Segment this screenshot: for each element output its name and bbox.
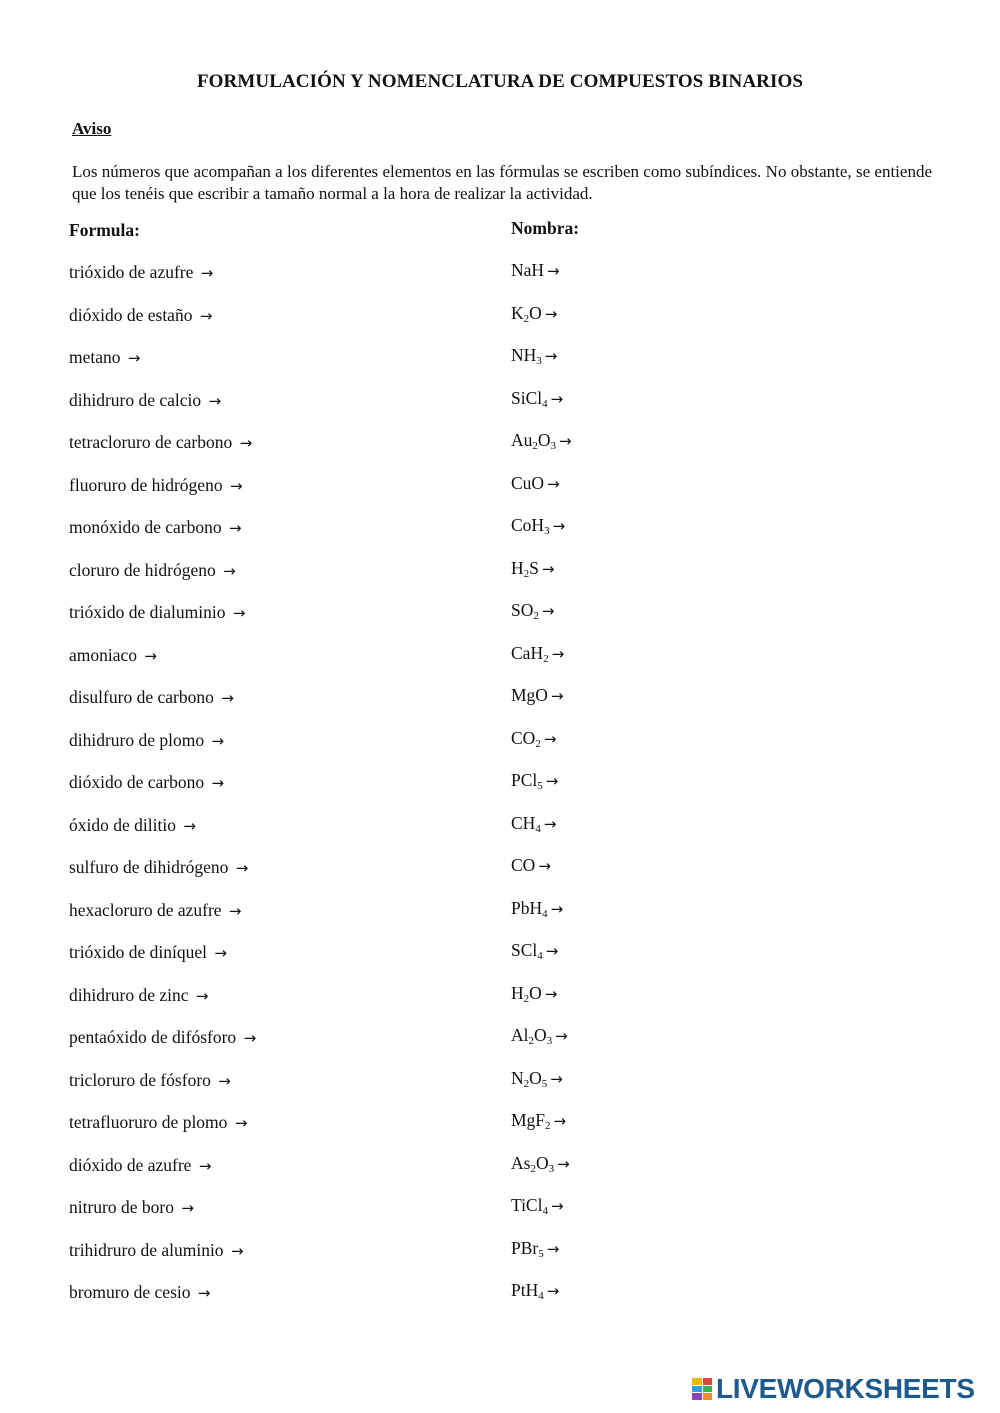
arrow-icon: → [234,1114,248,1132]
formula-item [69,1196,256,1239]
formula-symbol: PCl [511,770,538,790]
formula-item-text: dihidruro de zinc [69,984,193,1005]
arrow-icon: → [550,687,564,705]
formula-item [69,1026,256,1069]
arrow-icon: → [229,476,243,495]
formula-symbol: PbH [511,897,543,918]
arrow-icon: → [211,774,225,792]
formula-item [69,1154,256,1197]
arrow-icon: → [544,304,558,323]
formula-list [69,261,256,1324]
formula-subscript: 2 [530,1162,536,1175]
formula-item [69,856,256,899]
formula-symbol: O [537,430,551,450]
logo-mark-square [692,1378,702,1385]
formula-item-text: sulfuro de dihidrógeno [69,857,233,877]
arrow-icon: → [550,899,564,918]
formula-symbol: O [535,1152,549,1173]
arrow-icon: → [235,859,249,877]
formula-item [69,1069,256,1112]
formula-symbol: O [534,1025,547,1045]
formula-symbol: Au [511,430,533,450]
arrow-icon: → [230,1241,244,1260]
nombra-item [511,982,572,1025]
formula-item-text: tetracloruro de carbono [69,432,237,452]
arrow-icon: → [197,1284,211,1302]
arrow-icon: → [546,1282,560,1300]
formula-item [69,941,256,984]
nombra-item [511,897,572,940]
formula-item [69,559,256,602]
logo-mark-square [692,1393,702,1400]
arrow-icon: → [199,306,213,325]
formula-subscript: 3 [544,525,550,537]
formula-subscript: 3 [548,1162,555,1175]
aviso-heading: Aviso [72,119,112,138]
formula-subscript: 3 [546,1035,553,1047]
logo-mark-square [692,1386,702,1393]
formula-item-text: nitruro de boro [69,1197,179,1217]
formula-symbol: CoH [511,515,545,535]
nombra-item [511,684,572,727]
logo-text: LIVEWORKSHEETS [716,1373,975,1404]
formula-subscript: 2 [523,992,530,1005]
formula-symbol: O [529,982,542,1003]
formula-item-text: trióxido de azufre [69,262,198,282]
nombra-item [511,387,572,430]
formula-symbol: H [511,982,524,1003]
formula-item [69,899,256,942]
formula-item-text: disulfuro de carbono [69,687,219,707]
formula-subscript: 3 [536,355,542,367]
arrow-icon: → [211,731,225,750]
formula-item [69,1111,256,1154]
formula-item-text: dihidruro de calcio [69,389,206,410]
formula-symbol: SiCl [511,387,543,408]
arrow-icon: → [559,432,572,450]
formula-item [69,1281,256,1324]
formula-symbol: NaH [511,260,545,280]
formula-item [69,1239,256,1282]
nombra-item [511,854,572,897]
formula-symbol: PtH [511,1280,539,1300]
arrow-icon: → [546,1239,560,1258]
formula-item [69,346,256,389]
instructions-paragraph: Los números que acompañan a los diferentes elementos en las fórmulas se escriben como subíndices. No obstante, se entiende que los tenéis que escribir a tamaño normal a la hora de realizar la actividad. [72,162,932,203]
formula-item-text: dióxido de carbono [69,772,209,792]
arrow-icon: → [232,604,246,622]
formula-column-header: Formula: [69,220,140,240]
nombra-item [511,1109,572,1152]
nombra-item [511,1237,572,1280]
formula-item-text: pentaóxido de difósforo [69,1027,241,1047]
nombra-item [511,259,572,302]
arrow-icon: → [200,264,214,282]
arrow-icon: → [223,561,236,580]
formula-item [69,261,256,304]
arrow-icon: → [541,559,555,578]
formula-item [69,389,256,432]
formula-symbol: CuO [511,472,545,493]
arrow-icon: → [144,646,157,665]
nombra-item [511,472,572,515]
formula-subscript: 4 [535,822,541,835]
arrow-icon: → [543,729,557,748]
arrow-icon: → [239,434,253,452]
formula-item-text: trióxido de diníquel [69,942,212,962]
formula-subscript: 3 [550,440,557,452]
formula-item [69,431,256,474]
arrow-icon: → [544,984,558,1003]
nombra-item [511,642,572,685]
arrow-icon: → [208,391,222,410]
nombra-item [511,1024,572,1067]
formula-symbol: Al [511,1025,529,1045]
formula-item-text: óxido de dilitio [69,814,181,835]
logo-mark-square [703,1386,713,1393]
formula-subscript: 4 [538,1290,544,1302]
formula-symbol: TiCl [511,1195,543,1215]
formula-subscript: 4 [542,397,548,410]
arrow-icon: → [545,772,559,790]
arrow-icon: → [127,349,141,367]
formula-symbol: CO [511,855,536,875]
formula-item-text: monóxido de carbono [69,517,226,537]
arrow-icon: → [547,262,560,280]
arrow-icon: → [214,944,227,962]
formula-item-text: hexacloruro de azufre [69,899,226,920]
formula-item [69,644,256,687]
arrow-icon: → [551,644,565,663]
formula-item [69,729,256,772]
formula-item-text: amoniaco [69,644,142,665]
arrow-icon: → [218,1071,231,1090]
formula-symbol: CH [511,812,536,833]
page-title: FORMULACIÓN Y NOMENCLATURA DE COMPUESTOS BINARIOS [196,71,804,92]
arrow-icon: → [543,814,557,833]
nombra-list [511,259,572,1322]
formula-subscript: 2 [523,1077,530,1090]
formula-subscript: 5 [538,1247,544,1260]
nombra-column-header: Nombra: [511,218,580,238]
formula-symbol: NH [511,345,537,365]
arrow-icon: → [552,517,566,535]
nombra-item [511,727,572,770]
arrow-icon: → [181,1199,194,1217]
arrow-icon: → [545,942,559,960]
arrow-icon: → [198,1156,212,1175]
arrow-icon: → [550,1197,564,1215]
formula-item [69,601,256,644]
formula-symbol: PBr [511,1237,539,1258]
formula-subscript: 2 [523,312,530,325]
nombra-item [511,1067,572,1110]
formula-subscript: 2 [543,652,549,665]
arrow-icon: → [541,602,555,620]
nombra-item [511,344,572,387]
formula-item [69,686,256,729]
formula-symbol: MgF [511,1110,546,1130]
formula-subscript: 4 [542,1205,548,1217]
formula-item-text: dióxido de azufre [69,1154,196,1175]
nombra-item [511,1152,572,1195]
nombra-item [511,939,572,982]
formula-symbol: SCl [511,940,538,960]
liveworksheets-mark-icon [692,1378,712,1400]
nombra-item [511,1194,572,1237]
formula-subscript: 2 [528,1035,534,1047]
formula-subscript: 5 [541,1077,548,1090]
nombra-item [511,769,572,812]
arrow-icon: → [550,389,564,408]
nombra-item [511,557,572,600]
formula-symbol: O [529,302,542,323]
formula-symbol: O [529,1067,542,1088]
arrow-icon: → [553,1112,567,1130]
formula-subscript: 2 [532,440,538,452]
formula-item-text: dihidruro de plomo [69,729,209,750]
formula-item-text: trihidruro de aluminio [69,1239,228,1260]
formula-subscript: 2 [545,1120,551,1132]
formula-item [69,984,256,1027]
arrow-icon: → [544,347,558,365]
arrow-icon: → [538,857,551,875]
formula-item-text: metano [69,347,125,367]
formula-symbol: H [511,557,524,578]
nombra-item [511,514,572,557]
formula-subscript: 4 [537,950,543,962]
formula-symbol: S [529,557,539,578]
formula-symbol: CO [511,727,536,748]
formula-subscript: 2 [533,610,539,622]
arrow-icon: → [195,986,209,1005]
arrow-icon: → [547,474,560,493]
arrow-icon: → [221,689,234,707]
formula-symbol: K [511,302,524,323]
formula-item-text: fluoruro de hidrógeno [69,474,227,495]
nombra-item [511,302,572,345]
formula-symbol: MgO [511,685,548,705]
formula-symbol: As [511,1152,531,1173]
formula-subscript: 2 [535,737,541,750]
arrow-icon: → [243,1029,257,1047]
logo-mark-square [703,1393,713,1400]
formula-item-text: bromuro de cesio [69,1282,195,1302]
formula-item-text: dióxido de estaño [69,304,197,325]
formula-item-text: tricloruro de fósforo [69,1069,216,1090]
formula-item [69,814,256,857]
arrow-icon: → [183,816,196,835]
formula-item-text: trióxido de dialuminio [69,602,230,622]
formula-symbol: CaH [511,642,544,663]
formula-item [69,474,256,517]
formula-item [69,771,256,814]
formula-symbol: SO [511,600,534,620]
arrow-icon: → [555,1027,568,1045]
arrow-icon: → [550,1069,563,1088]
nombra-item [511,812,572,855]
formula-item-text: tetrafluoruro de plomo [69,1112,232,1132]
nombra-item [511,429,572,472]
logo-mark-square [703,1378,713,1385]
arrow-icon: → [228,519,242,537]
arrow-icon: → [228,901,242,920]
formula-subscript: 4 [542,907,548,920]
arrow-icon: → [557,1154,570,1173]
formula-item-text: cloruro de hidrógeno [69,559,221,580]
formula-subscript: 5 [537,780,543,792]
nombra-item [511,599,572,642]
nombra-item [511,1279,572,1322]
formula-item [69,304,256,347]
liveworksheets-logo [692,1373,975,1405]
formula-subscript: 2 [523,567,530,580]
formula-symbol: N [511,1067,524,1088]
formula-item [69,516,256,559]
